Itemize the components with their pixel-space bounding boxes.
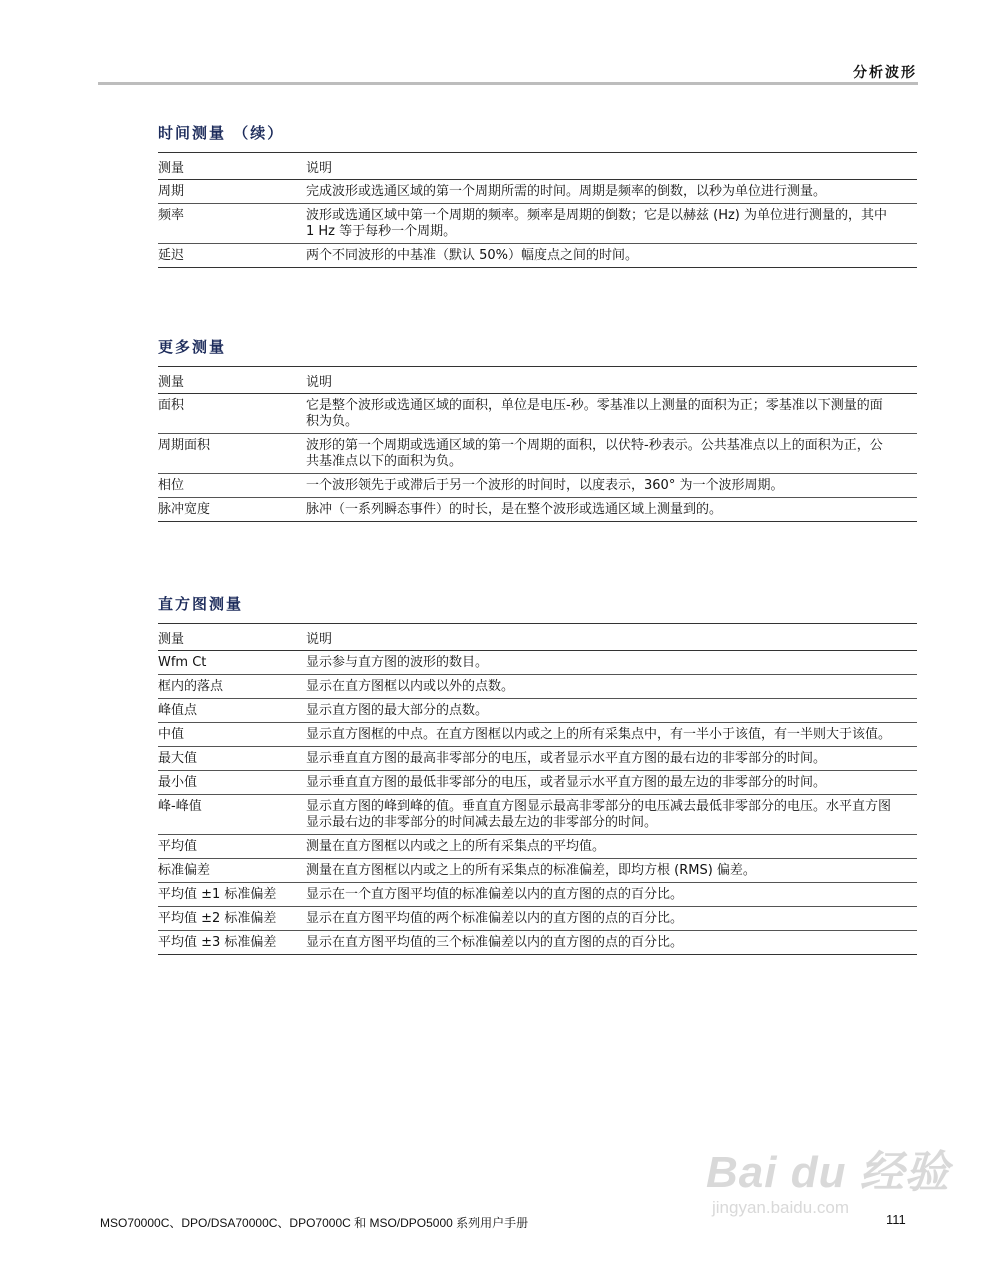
column-header-description: 说明	[306, 624, 917, 651]
column-header-measurement: 测量	[158, 153, 306, 180]
section-histogram-measurements	[158, 593, 917, 955]
measurement-description: 显示垂直直方图的最低非零部分的电压，或者显示水平直方图的最左边的非零部分的时间。	[306, 771, 917, 795]
measurement-name: 中值	[158, 723, 306, 747]
table-row	[158, 747, 917, 771]
measurement-description: 波形或选通区域中第一个周期的频率。频率是周期的倒数；它是以赫兹 (Hz) 为单位进行测量的，其中 1 Hz 等于每秒一个周期。	[306, 204, 917, 244]
table-row	[158, 723, 917, 747]
header-rule	[98, 82, 918, 85]
section-title: 时间测量 （续）	[158, 124, 285, 142]
measurement-description: 两个不同波形的中基准（默认 50%）幅度点之间的时间。	[306, 244, 917, 268]
measurement-table	[158, 152, 917, 268]
table-row	[158, 394, 917, 434]
measurement-description: 显示直方图的峰到峰的值。垂直直方图显示最高非零部分的电压减去最低非零部分的电压。水平直方图显示最右边的非零部分的时间减去最左边的非零部分的时间。	[306, 795, 917, 835]
measurement-description: 一个波形领先于或滞后于另一个波形的时间时，以度表示，360° 为一个波形周期。	[306, 474, 917, 498]
column-header-measurement: 测量	[158, 367, 306, 394]
column-header-description: 说明	[306, 367, 917, 394]
table-row	[158, 883, 917, 907]
measurement-name: 相位	[158, 474, 306, 498]
measurement-name: 峰值点	[158, 699, 306, 723]
section-title: 直方图测量	[158, 595, 244, 613]
page-header-title: 分析波形	[853, 65, 917, 81]
measurement-description: 测量在直方图框以内或之上的所有采集点的平均值。	[306, 835, 917, 859]
measurement-name: 周期	[158, 180, 306, 204]
measurement-name: Wfm Ct	[158, 651, 306, 675]
watermark-url: jingyan.baidu.com	[712, 1198, 850, 1217]
baidu-jingyan-watermark	[706, 1136, 950, 1218]
measurement-name: 标准偏差	[158, 859, 306, 883]
measurement-name: 频率	[158, 204, 306, 244]
measurement-description: 脉冲（一系列瞬态事件）的时长，是在整个波形或选通区域上测量到的。	[306, 498, 917, 522]
measurement-name: 面积	[158, 394, 306, 434]
table-row	[158, 651, 917, 675]
column-header-measurement: 测量	[158, 624, 306, 651]
table-row	[158, 434, 917, 474]
table-row	[158, 931, 917, 955]
section-title: 更多测量	[158, 338, 227, 356]
section-more-measurements	[158, 336, 917, 522]
measurement-name: 平均值 ±3 标准偏差	[158, 931, 306, 955]
table-row	[158, 907, 917, 931]
table-row	[158, 835, 917, 859]
measurement-description: 测量在直方图框以内或之上的所有采集点的标准偏差，即均方根 (RMS) 偏差。	[306, 859, 917, 883]
measurement-description: 波形的第一个周期或选通区域的第一个周期的面积，以伏特-秒表示。公共基准点以上的面积为正，公共基准点以下的面积为负。	[306, 434, 917, 474]
measurement-description: 显示垂直直方图的最高非零部分的电压，或者显示水平直方图的最右边的非零部分的时间。	[306, 747, 917, 771]
measurement-name: 框内的落点	[158, 675, 306, 699]
measurement-description: 完成波形或选通区域的第一个周期所需的时间。周期是频率的倒数，以秒为单位进行测量。	[306, 180, 917, 204]
measurement-description: 显示直方图的最大部分的点数。	[306, 699, 917, 723]
measurement-description: 显示在直方图框以内或以外的点数。	[306, 675, 917, 699]
measurement-description: 显示直方图框的中点。在直方图框以内或之上的所有采集点中，有一半小于该值，有一半则大于该值。	[306, 723, 917, 747]
measurement-name: 脉冲宽度	[158, 498, 306, 522]
measurement-description: 显示在直方图平均值的三个标准偏差以内的直方图的点的百分比。	[306, 931, 917, 955]
table-row	[158, 859, 917, 883]
measurement-name: 峰-峰值	[158, 795, 306, 835]
measurement-description: 它是整个波形或选通区域的面积，单位是电压-秒。零基准以上测量的面积为正；零基准以下测量的面积为负。	[306, 394, 917, 434]
measurement-name: 最大值	[158, 747, 306, 771]
measurement-name: 周期面积	[158, 434, 306, 474]
measurement-name: 最小值	[158, 771, 306, 795]
watermark-logo-text: Bai du 经验	[706, 1148, 950, 1197]
measurement-name: 延迟	[158, 244, 306, 268]
column-header-description: 说明	[306, 153, 917, 180]
footer-page-number: 111	[886, 1212, 906, 1227]
measurement-description: 显示在一个直方图平均值的标准偏差以内的直方图的点的百分比。	[306, 883, 917, 907]
footer-manual-title: MSO70000C、DPO/DSA70000C、DPO7000C 和 MSO/DPO5000 系列用户手册	[100, 1216, 529, 1230]
measurement-description: 显示在直方图平均值的两个标准偏差以内的直方图的点的百分比。	[306, 907, 917, 931]
measurement-name: 平均值	[158, 835, 306, 859]
table-row	[158, 699, 917, 723]
table-row	[158, 474, 917, 498]
measurement-table	[158, 366, 917, 522]
measurement-name: 平均值 ±1 标准偏差	[158, 883, 306, 907]
table-row	[158, 244, 917, 268]
table-row	[158, 498, 917, 522]
section-time-measurements	[158, 122, 917, 268]
table-row	[158, 795, 917, 835]
table-row	[158, 180, 917, 204]
table-row	[158, 204, 917, 244]
measurement-name: 平均值 ±2 标准偏差	[158, 907, 306, 931]
measurement-table	[158, 623, 917, 955]
measurement-description: 显示参与直方图的波形的数目。	[306, 651, 917, 675]
table-row	[158, 771, 917, 795]
table-row	[158, 675, 917, 699]
